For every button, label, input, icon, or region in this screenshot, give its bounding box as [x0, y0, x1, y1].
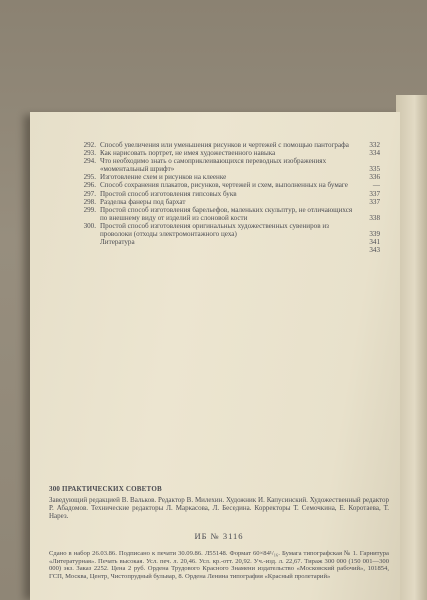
toc-entry [64, 246, 380, 254]
toc-entry [64, 206, 380, 222]
toc-number: 294. [83, 157, 96, 166]
toc-page: 341 [369, 238, 380, 247]
toc-entry [64, 157, 380, 173]
toc-title: Разделка фанеры под бархат [100, 197, 186, 206]
toc-number: 293. [83, 149, 96, 158]
toc-entry [64, 173, 380, 181]
toc-number: 298. [83, 197, 96, 206]
toc-page: 335 [369, 165, 380, 174]
toc-entry [64, 149, 380, 157]
toc-page: 334 [369, 149, 380, 158]
toc-entry [64, 198, 380, 206]
toc-number: 300. [83, 221, 96, 230]
toc-title: Способ сохранения плакатов, рисунков, чертежей и схем, выполненных на бумаге [100, 181, 348, 190]
toc-page: — [372, 181, 380, 190]
table-of-contents [64, 141, 380, 254]
toc-page: 337 [369, 197, 380, 206]
series-title: 300 ПРАКТИЧЕСКИХ СОВЕТОВ [49, 485, 162, 493]
toc-entry [64, 181, 380, 189]
editorial-credits: Заведующий редакцией В. Вальков. Редактор В. Милехин. Художник И. Капусинский. Художественный редактор Р. Абадомов. Технические редакторы Л. Маркасова, Л. Беседина. Корректоры Т. Семочкина, Е. Коротаева, Т. Нарез. [49, 496, 389, 520]
toc-page: 336 [369, 173, 380, 182]
toc-number: 296. [83, 181, 96, 190]
toc-entry [64, 222, 380, 238]
toc-page: 332 [369, 141, 380, 149]
toc-number: 297. [83, 189, 96, 198]
next-page-edge [396, 95, 427, 600]
toc-title: Простой способ изготовления гипсовых букв [100, 189, 237, 198]
colophon [49, 485, 389, 580]
toc-title: Способ увеличения или уменьшения рисунков и чертежей с помощью пантографа [100, 141, 349, 149]
toc-title: Простой способ изготовления оригинальных художественных сувениров из проволоки (отходы электромонтажного цеха) [100, 221, 329, 239]
toc-number: 295. [83, 173, 96, 182]
toc-title: Как нарисовать портрет, не имея художественного навыка [100, 149, 276, 158]
toc-page: 337 [369, 189, 380, 198]
toc-title: Простой способ изготовления барельефов, маленьких скульптур, не отличающихся по внешнему виду от изделий из слоновой кости [100, 205, 353, 222]
toc-entry [64, 141, 380, 149]
toc-page: 339 [369, 230, 380, 239]
toc-entry [64, 190, 380, 198]
toc-title: Литература [100, 238, 135, 247]
ib-number: ИБ № 3116 [194, 531, 244, 541]
toc-page: 343 [369, 246, 380, 255]
toc-title: Что необходимо знать о самоприклеивающихся переводных изображениях «моментальный шрифт» [100, 157, 327, 174]
toc-number: 292. [83, 141, 96, 149]
toc-number: 299. [83, 205, 96, 214]
toc-entry [64, 238, 380, 246]
toc-title: Изготовление схем и рисунков на клеенке [100, 173, 227, 182]
book-page [30, 112, 400, 600]
print-details: Сдано в набор 26.03.86. Подписано к печати 30.09.86. Л55148. Формат 60×84¹/₁₆. Бумага типографская № 1. Гарнитура «Литературная». Печать высокая. Усл. печ. л. 20,46. Усл. кр.-отт. 20,92. Уч.-изд. л. 22,67. Тираж 300 000 (150 001—300 000) экз. Заказ 2252. Цена 2 руб. Ордена Трудового Красного Знамени издательство «Московский рабочий», 101854, ГСП, Москва, Центр, Чистопрудный бульвар, 8. Ордена Ленина типография «Красный пролетарий» [49, 550, 389, 580]
toc-page: 338 [369, 213, 380, 222]
